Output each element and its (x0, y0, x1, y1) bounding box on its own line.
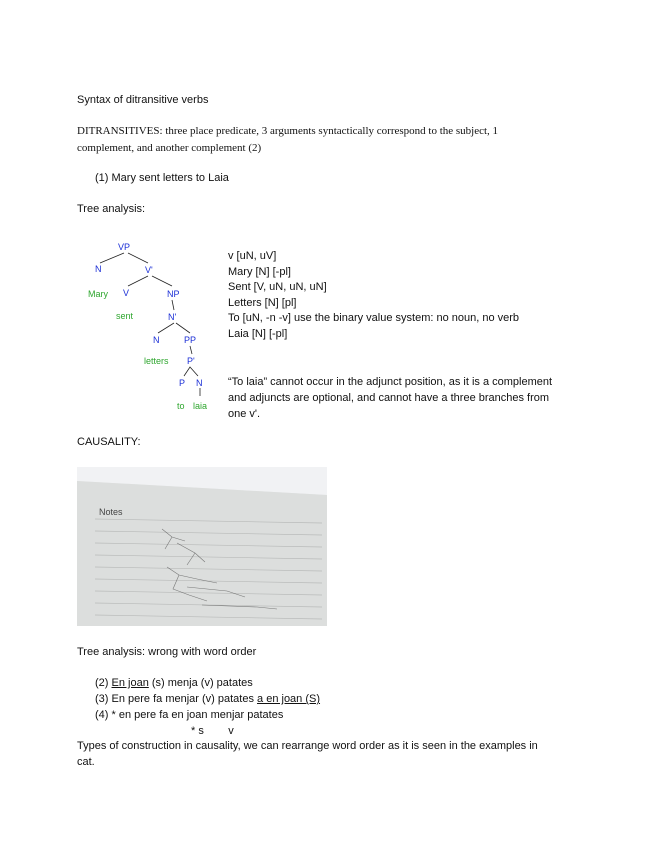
feature-item: To [uN, -n -v] use the binary value system: no noun, no verb (228, 312, 520, 324)
tree-leaf-to: to (177, 401, 185, 411)
example-2-subject: En joan (111, 677, 149, 689)
tree-node-n-laia: N (196, 378, 203, 388)
tree-node-n-object: N (153, 335, 160, 345)
tree-node-nbar: N' (168, 312, 177, 322)
example-2-number: (2) (95, 677, 109, 689)
tree-node-np: NP (167, 289, 180, 299)
feature-item: Mary [N] [-pl] (228, 265, 291, 278)
feature-item: Laia [N] [-pl] (228, 327, 288, 340)
syntax-tree (80, 236, 220, 416)
example-3-text: (3) En pere fa menjar (v) patates (95, 693, 254, 705)
tree-leaf-sent: sent (116, 311, 134, 321)
tree-node-vbar: V' (145, 265, 153, 275)
feature-item: Letters [N] [pl] (228, 296, 297, 309)
example-1: (1) Mary sent letters to Laia (95, 172, 229, 184)
feature-item: Sent [V, uN, uN, uN] (228, 281, 327, 293)
example-2-rest: (s) menja (v) patates (151, 677, 253, 689)
notebook-photo (77, 467, 327, 626)
tree-leaf-letters: letters (144, 356, 169, 366)
tree-leaf-mary: Mary (88, 289, 108, 299)
example-3 (95, 693, 320, 705)
ditransitives-line-2: complement, and another complement (2) (77, 142, 262, 154)
tree-node-pbar: P' (187, 356, 195, 366)
adjunct-note-line: “To laia” cannot occur in the adjunct position, as it is a complement (228, 376, 553, 388)
example-4-marks: * s v (191, 725, 234, 737)
tree-node-v: V (123, 288, 130, 298)
types-line-1: Types of construction in causality, we can rearrange word order as it is seen in the examples in (77, 740, 538, 752)
tree-node-pp: PP (184, 335, 197, 345)
tree-leaf-laia: laia (193, 401, 208, 411)
tree-analysis-heading: Tree analysis: (77, 203, 146, 215)
example-4: (4) * en pere fa en joan menjar patates (95, 709, 284, 721)
adjunct-note-line: one v'. (228, 408, 261, 420)
example-2 (95, 677, 253, 689)
types-line-2: cat. (77, 756, 95, 768)
tree-wrong-heading: Tree analysis: wrong with word order (77, 646, 257, 658)
tree-node-n-subject: N (95, 264, 102, 274)
tree-node-vp: VP (118, 242, 131, 252)
ditransitives-label: DITRANSITIVES: (77, 125, 163, 137)
feature-item: v [uN, uV] (228, 250, 277, 262)
ditransitives-line-1 (77, 123, 498, 139)
adjunct-note (228, 374, 588, 422)
notebook-heading: Notes (99, 507, 123, 517)
example-3-subject: a en joan (S) (257, 693, 321, 705)
causality-heading: CAUSALITY: (77, 436, 141, 448)
feature-list (228, 249, 519, 342)
tree-node-p: P (179, 378, 186, 388)
notebook-photo-drawing (77, 467, 327, 626)
ditransitives-definition: three place predicate, 3 arguments syntactically correspond to the subject, 1 (165, 125, 499, 137)
page-title: Syntax of ditransitive verbs (77, 94, 209, 106)
adjunct-note-line: and adjuncts are optional, and cannot have a three branches from (228, 392, 550, 404)
